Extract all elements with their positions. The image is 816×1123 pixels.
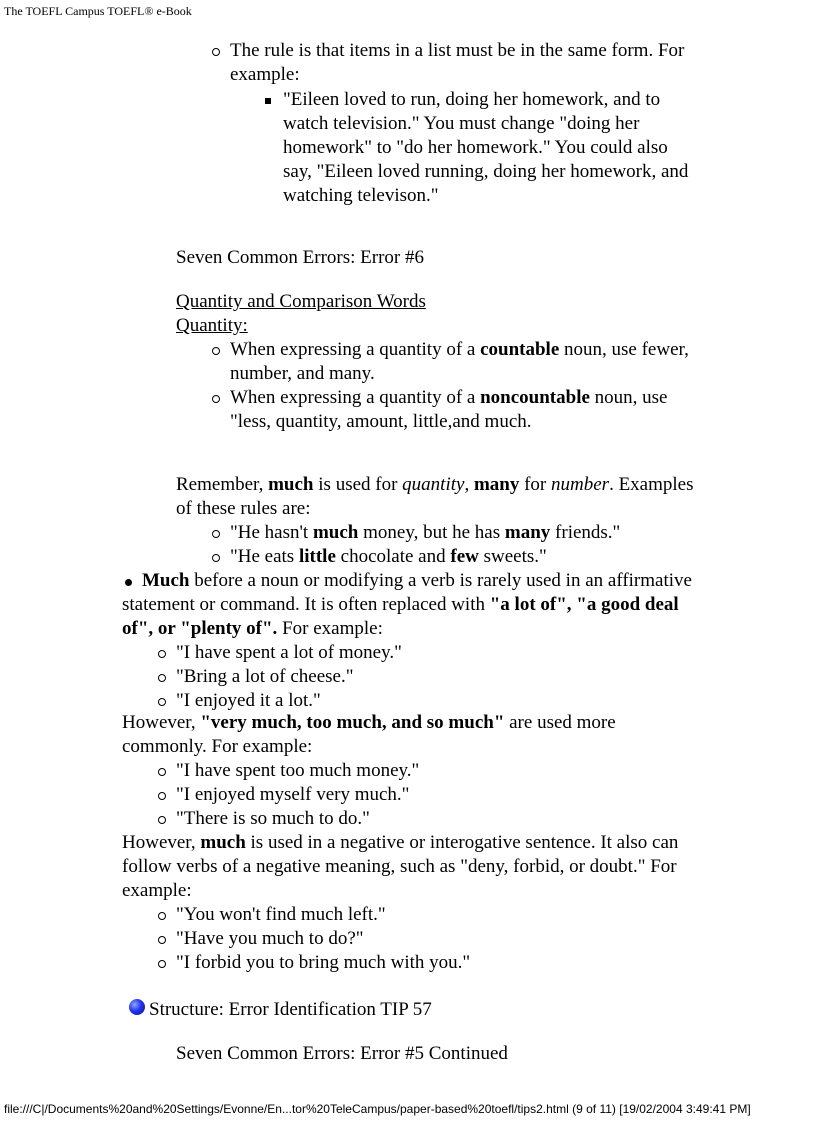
hollow-circle-bullet-icon [212, 554, 220, 562]
hollow-circle-bullet-icon [158, 674, 166, 682]
hollow-circle-bullet-icon [158, 650, 166, 658]
hollow-circle-bullet-icon [212, 395, 220, 403]
much-line-1: Much before a noun or modifying a verb is rarely used in an affirmative [142, 570, 692, 591]
rule-example-line: homework" to "do her homework." You could also [283, 137, 668, 158]
rule-example-line: say, "Eileen loved running, doing her homework, and [283, 161, 689, 182]
hollow-circle-bullet-icon [158, 912, 166, 920]
error6-subheading: Quantity and Comparison Words [176, 291, 426, 312]
filled-disc-bullet-icon [125, 579, 132, 586]
however-line-1: However, "very much, too much, and so much" are used more [122, 712, 616, 733]
much-example: "Bring a lot of cheese." [176, 666, 354, 687]
hollow-circle-bullet-icon [212, 347, 220, 355]
much-example: "I have spent a lot of money." [176, 642, 402, 663]
remember-line: Remember, much is used for quantity, many for number. Examples [176, 474, 694, 495]
page-header: The TOEFL Campus TOEFL® e-Book [4, 4, 192, 18]
very-much-example: "I enjoyed myself very much." [176, 784, 410, 805]
hollow-circle-bullet-icon [158, 698, 166, 706]
hollow-circle-bullet-icon [158, 936, 166, 944]
very-much-example: "I have spent too much money." [176, 760, 420, 781]
rule-example-line: watching televison." [283, 185, 439, 206]
square-bullet-icon [265, 98, 271, 104]
negative-example: "Have you much to do?" [176, 928, 364, 949]
countable-line2: number, and many. [230, 363, 375, 384]
error5-heading: Seven Common Errors: Error #5 Continued [176, 1043, 508, 1064]
rule-text: The rule is that items in a list must be in the same form. For example: [230, 40, 685, 85]
noncountable-line2: "less, quantity, amount, little,and much. [230, 411, 532, 432]
noncountable-line: When expressing a quantity of a noncountable noun, use [230, 387, 668, 408]
hollow-circle-bullet-icon [158, 792, 166, 800]
much-example: "I enjoyed it a lot." [176, 690, 321, 711]
remember-example-1: "He hasn't much money, but he has many friends." [230, 522, 621, 543]
remember-line2: of these rules are: [176, 498, 311, 519]
hollow-circle-bullet-icon [158, 768, 166, 776]
however-line-2: However, much is used in a negative or interogative sentence. It also can [122, 832, 679, 853]
rule-example-line: watch television." You must change "doing her [283, 113, 640, 134]
however-line-2c: example: [122, 880, 192, 901]
hollow-circle-bullet-icon [158, 960, 166, 968]
page-footer: file:///C|/Documents%20and%20Settings/Evonne/En...tor%20TeleCampus/paper-based%20toefl/tips2.html (9 of 11) [19/02/2004 3:49:41 PM] [4, 1102, 751, 1116]
remember-example-2: "He eats little chocolate and few sweets." [230, 546, 547, 567]
hollow-circle-bullet-icon [212, 530, 220, 538]
rule-example-line: "Eileen loved to run, doing her homework, and to [283, 89, 661, 110]
hollow-circle-bullet-icon [158, 816, 166, 824]
countable-line: When expressing a quantity of a countable noun, use fewer, [230, 339, 689, 360]
very-much-example: "There is so much to do." [176, 808, 370, 829]
quantity-label: Quantity: [176, 315, 248, 336]
error6-heading: Seven Common Errors: Error #6 [176, 247, 425, 268]
however-line-1b: commonly. For example: [122, 736, 313, 757]
tip-heading: Structure: Error Identification TIP 57 [149, 999, 432, 1020]
however-line-2b: follow verbs of a negative meaning, such as "deny, forbid, or doubt." For [122, 856, 677, 877]
much-line-2: statement or command. It is often replaced with "a lot of", "a good deal [122, 594, 679, 615]
negative-example: "I forbid you to bring much with you." [176, 952, 471, 973]
blue-ball-bullet-icon [129, 999, 145, 1015]
much-line-3: of", or "plenty of". For example: [122, 618, 383, 639]
hollow-circle-bullet-icon [212, 48, 220, 56]
negative-example: "You won't find much left." [176, 904, 386, 925]
